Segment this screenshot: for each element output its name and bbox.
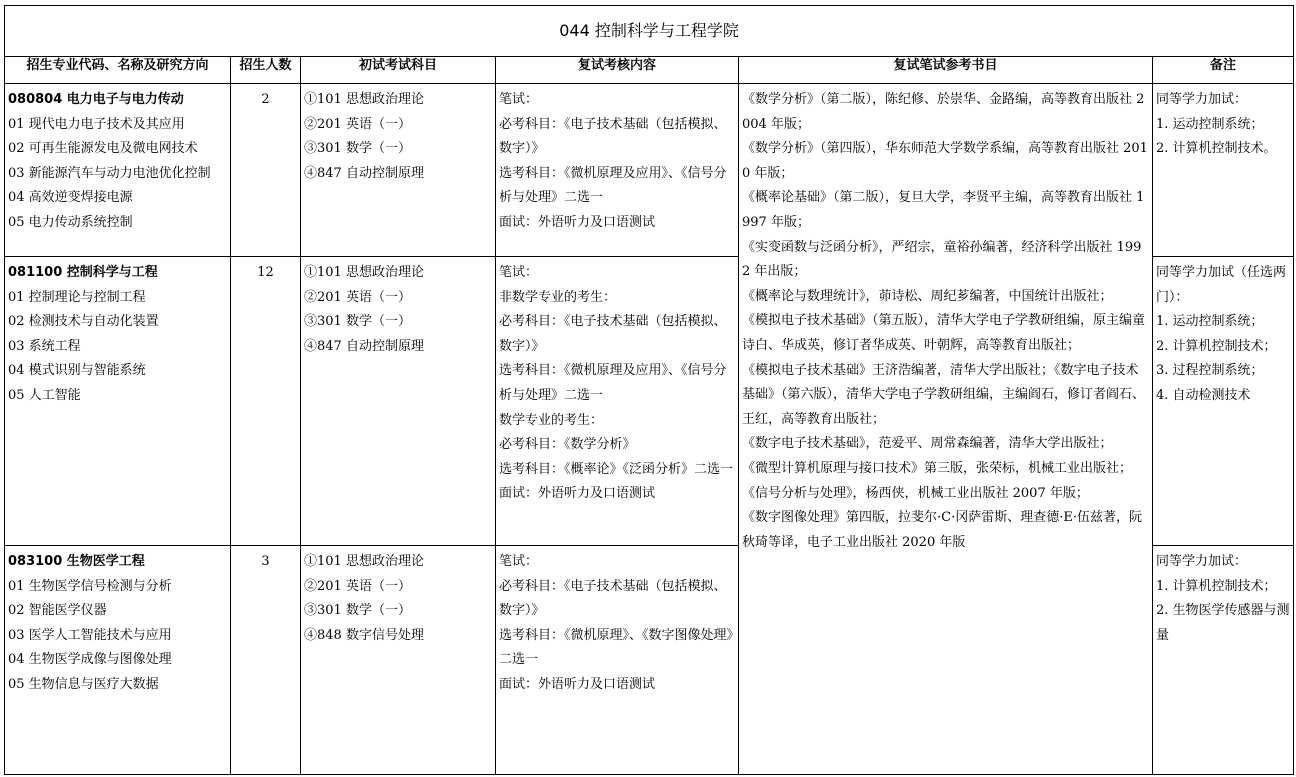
note-item: 同等学力加试： bbox=[1156, 554, 1248, 569]
direction-item: 01 控制理论与控制工程 bbox=[8, 289, 146, 305]
exam-item: ②201 英语（一） bbox=[304, 578, 411, 594]
retest-item: 笔试： bbox=[499, 265, 539, 280]
book-item: 《微型计算机原理与接口技术》第三版，张荣标，机械工业出版社； bbox=[742, 460, 1133, 476]
direction-item: 03 医学人工智能技术与应用 bbox=[8, 627, 172, 643]
major-title: 081100 控制科学与工程 bbox=[8, 265, 158, 280]
notes-cell bbox=[1153, 257, 1294, 546]
retest-item: 笔试： bbox=[499, 554, 539, 569]
book-item: 《数字电子技术基础》，范爱平、周常森编著，清华大学出版社； bbox=[742, 436, 1113, 452]
page-title: 044 控制科学与工程学院 bbox=[5, 6, 1294, 57]
book-item: 《信号分析与处理》，杨西侠，机械工业出版社 2007 年版； bbox=[742, 485, 1089, 501]
note-item: 同等学力加试： bbox=[1156, 92, 1248, 107]
retest-item: 选考科目：《微机原理及应用》、《信号分析与处理》二选一 bbox=[499, 363, 727, 403]
retest-item: 面试：外语听力及口语测试 bbox=[499, 676, 656, 692]
exam-item: ②201 英语（一） bbox=[304, 116, 411, 132]
book-item: 《数学分析》（第四版），华东师范大学数学系编，高等教育出版社 2010 年版； bbox=[742, 141, 1148, 181]
direction-item: 01 生物医学信号检测与分析 bbox=[8, 578, 172, 594]
note-item: 3. 过程控制系统； bbox=[1156, 363, 1264, 379]
retest-cell bbox=[496, 257, 739, 546]
direction-item: 02 可再生能源发电及微电网技术 bbox=[8, 141, 198, 157]
exam-item: ④848 数字信号处理 bbox=[304, 627, 424, 643]
book-item: 《概率论基础》（第二版），复旦大学，李贤平主编，高等教育出版社 1997 年版； bbox=[742, 190, 1145, 230]
direction-item: 05 电力传动系统控制 bbox=[8, 214, 133, 230]
note-item: 2. 生物医学传感器与测量 bbox=[1156, 603, 1290, 643]
book-item: 《实变函数与泛函分析》，严绍宗，童裕孙编著，经济科学出版社 1992 年出版； bbox=[742, 239, 1142, 280]
book-item: 《模拟电子技术基础》（第五版），清华大学电子学教研组编，原主编童诗白、华成英，修订者华成英、叶朝辉，高等教育出版社； bbox=[742, 313, 1146, 353]
note-item: 1. 计算机控制技术； bbox=[1156, 578, 1277, 594]
exam-item: ①101 思想政治理论 bbox=[304, 92, 424, 107]
direction-item: 03 新能源汽车与动力电池优化控制 bbox=[8, 165, 211, 181]
retest-item: 非数学专业的考生： bbox=[499, 289, 617, 305]
exams-cell bbox=[301, 546, 496, 775]
exam-item: ③301 数学（一） bbox=[304, 141, 411, 157]
header-major: 招生专业代码、名称及研究方向 bbox=[5, 57, 231, 84]
exam-item: ③301 数学（一） bbox=[304, 603, 411, 619]
direction-item: 04 模式识别与智能系统 bbox=[8, 363, 146, 379]
count-cell: 2 bbox=[231, 84, 301, 257]
notes-cell bbox=[1153, 546, 1294, 775]
note-item: 2. 计算机控制技术。 bbox=[1156, 141, 1277, 157]
retest-item: 数学专业的考生： bbox=[499, 412, 604, 428]
retest-item: 必考科目：《电子技术基础（包括模拟、数字）》 bbox=[499, 578, 727, 619]
exam-item: ①101 思想政治理论 bbox=[304, 265, 424, 280]
retest-item: 笔试： bbox=[499, 92, 539, 107]
book-item: 《数字图像处理》第四版，拉斐尔·C·冈萨雷斯、理查德·E·伍兹著，阮秋琦等译，电子工业出版社 2020 年版 bbox=[742, 510, 1142, 550]
count-cell: 3 bbox=[231, 546, 301, 775]
direction-item: 04 生物医学成像与图像处理 bbox=[8, 652, 172, 668]
exams-cell bbox=[301, 257, 496, 546]
header-row bbox=[5, 57, 1294, 84]
major-cell bbox=[5, 546, 231, 775]
direction-item: 02 检测技术与自动化装置 bbox=[8, 314, 159, 330]
retest-item: 必考科目：《数学分析》 bbox=[499, 437, 636, 453]
retest-item: 必考科目：《电子技术基础（包括模拟、数字）》 bbox=[499, 314, 727, 354]
direction-item: 05 生物信息与医疗大数据 bbox=[8, 676, 159, 692]
note-item: 2. 计算机控制技术； bbox=[1156, 338, 1277, 354]
major-cell bbox=[5, 257, 231, 546]
header-retest: 复试考核内容 bbox=[496, 57, 739, 84]
retest-cell bbox=[496, 84, 739, 257]
book-item: 《模拟电子技术基础》王济浩编著，清华大学出版社；《数字电子技术基础》（第六版），清华大学电子学教研组编，主编阎石，修订者阎石、王红，高等教育出版社； bbox=[742, 362, 1146, 427]
book-item: 《概率论与数理统计》，茆诗松、周纪芗编著，中国统计出版社； bbox=[742, 288, 1113, 304]
direction-item: 05 人工智能 bbox=[8, 387, 81, 403]
direction-item: 03 系统工程 bbox=[8, 338, 81, 354]
header-notes: 备注 bbox=[1153, 57, 1294, 84]
direction-item: 01 现代电力电子技术及其应用 bbox=[8, 116, 185, 132]
note-item: 1. 运动控制系统； bbox=[1156, 314, 1264, 330]
exam-item: ③301 数学（一） bbox=[304, 314, 411, 330]
retest-item: 面试：外语听力及口语测试 bbox=[499, 486, 656, 502]
table-row bbox=[5, 84, 1294, 257]
admissions-table bbox=[4, 5, 1294, 775]
major-cell bbox=[5, 84, 231, 257]
exam-item: ①101 思想政治理论 bbox=[304, 554, 424, 569]
major-title: 080804 电力电子与电力传动 bbox=[8, 92, 184, 107]
direction-item: 04 高效逆变焊接电源 bbox=[8, 190, 133, 206]
retest-item: 面试：外语听力及口语测试 bbox=[499, 214, 656, 230]
retest-item: 选考科目：《概率论》《泛函分析》二选一 bbox=[499, 461, 734, 477]
retest-cell bbox=[496, 546, 739, 775]
header-exams: 初试考试科目 bbox=[301, 57, 496, 84]
retest-item: 选考科目：《微机原理及应用》、《信号分析与处理》二选一 bbox=[499, 165, 727, 206]
note-item: 1. 运动控制系统； bbox=[1156, 116, 1264, 132]
retest-item: 必考科目：《电子技术基础（包括模拟、数字）》 bbox=[499, 116, 727, 157]
major-title: 083100 生物医学工程 bbox=[8, 554, 145, 569]
exam-item: ④847 自动控制原理 bbox=[304, 338, 424, 354]
notes-cell bbox=[1153, 84, 1294, 257]
book-item: 《数学分析》（第二版），陈纪修、於崇华、金路编，高等教育出版社 2004 年版； bbox=[742, 92, 1145, 132]
books-cell bbox=[739, 84, 1153, 775]
note-item: 4. 自动检测技术 bbox=[1156, 387, 1251, 403]
exams-cell bbox=[301, 84, 496, 257]
exam-item: ④847 自动控制原理 bbox=[304, 165, 424, 181]
note-item: 同等学力加试（任选两门）： bbox=[1156, 265, 1287, 305]
retest-item: 选考科目：《微机原理》、《数字图像处理》二选一 bbox=[499, 627, 734, 668]
exam-item: ②201 英语（一） bbox=[304, 289, 411, 305]
direction-item: 02 智能医学仪器 bbox=[8, 603, 107, 619]
header-count: 招生人数 bbox=[231, 57, 301, 84]
count-cell: 12 bbox=[231, 257, 301, 546]
header-books: 复试笔试参考书目 bbox=[739, 57, 1153, 84]
